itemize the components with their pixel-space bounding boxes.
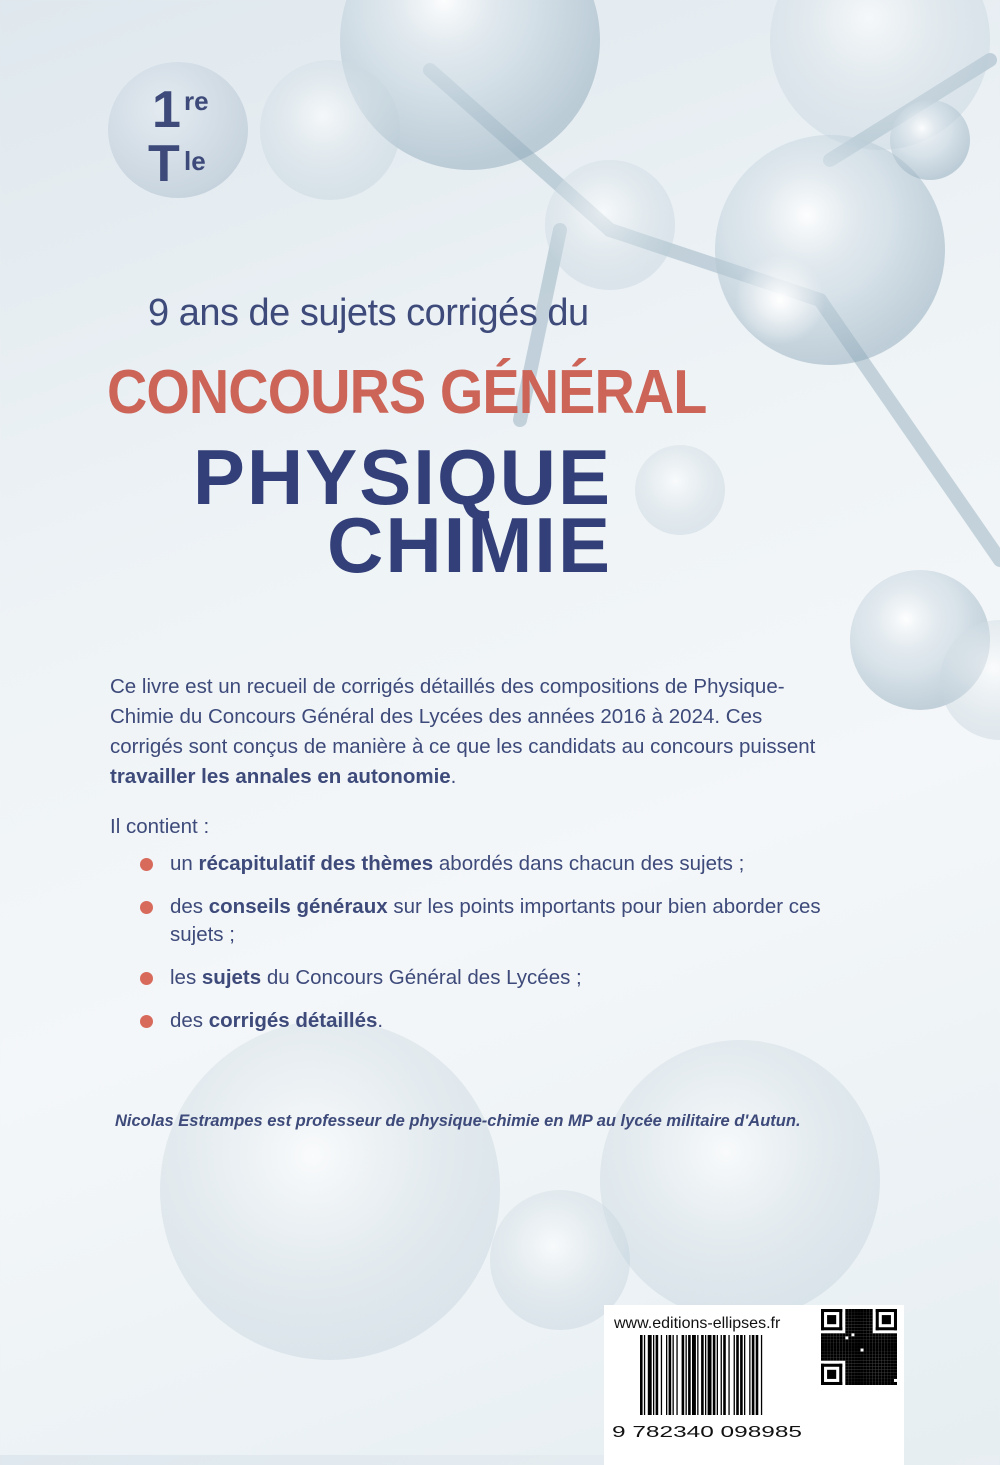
description-paragraph: [110, 672, 840, 792]
level-terminale-suffix: le: [184, 146, 206, 176]
level-badge: [108, 62, 248, 198]
barcode-panel: [604, 1305, 904, 1465]
contents-intro: Il contient :: [110, 815, 210, 838]
item-pre: des: [170, 1009, 209, 1032]
description-bold: travailler les annales en autonomie: [110, 765, 451, 788]
item-post: du Concours Général des Lycées ;: [261, 966, 582, 989]
item-post: .: [377, 1009, 384, 1032]
author-bio: Nicolas Estrampes est professeur de physique-chimie en MP au lycée militaire d'Autun.: [115, 1112, 801, 1130]
item-bold: corrigés détaillés: [208, 1009, 378, 1032]
bullet-icon: [140, 858, 153, 871]
level-first-number: 1: [152, 81, 181, 139]
book-title-physique: PHYSIQUE: [192, 433, 612, 521]
item-pre: les: [170, 966, 202, 989]
item-pre: un: [170, 852, 199, 875]
book-title-chimie: CHIMIE: [327, 501, 612, 589]
description-text: Ce livre est un recueil de corrigés détaillés des compositions de Physique-Chimie du Concours Général des Lycées des années 2016 à 2024. Ces corrigés sont conçus de manière à ce que les candidats au concours puissent: [110, 675, 816, 758]
description-end: .: [450, 765, 457, 788]
item-bold: sujets: [201, 966, 262, 989]
list-item: [140, 1007, 840, 1035]
level-terminale-letter: T: [148, 135, 180, 193]
isbn-digits: 9 782340 098985: [612, 1424, 803, 1441]
item-bold: conseils généraux: [208, 895, 388, 918]
bullet-icon: [140, 901, 153, 914]
item-pre: des: [170, 895, 209, 918]
book-subtitle: 9 ans de sujets corrigés du: [148, 292, 589, 334]
bullet-icon: [140, 972, 153, 985]
item-post: sur les points importants pour bien aborder ces sujets ;: [170, 895, 821, 946]
publisher-url: www.editions-ellipses.fr: [614, 1315, 781, 1332]
item-bold: récapitulatif des thèmes: [198, 852, 434, 875]
bullet-icon: [140, 1015, 153, 1028]
level-first-suffix: re: [184, 86, 209, 116]
isbn-barcode: [612, 1335, 812, 1445]
list-item: [140, 893, 840, 949]
list-item: [140, 850, 840, 878]
qr-code: [821, 1309, 897, 1385]
book-title-concours: CONCOURS GÉNÉRAL: [107, 358, 707, 427]
contents-list: [140, 850, 840, 1050]
item-post: abordés dans chacun des sujets ;: [433, 852, 745, 875]
list-item: [140, 964, 840, 992]
